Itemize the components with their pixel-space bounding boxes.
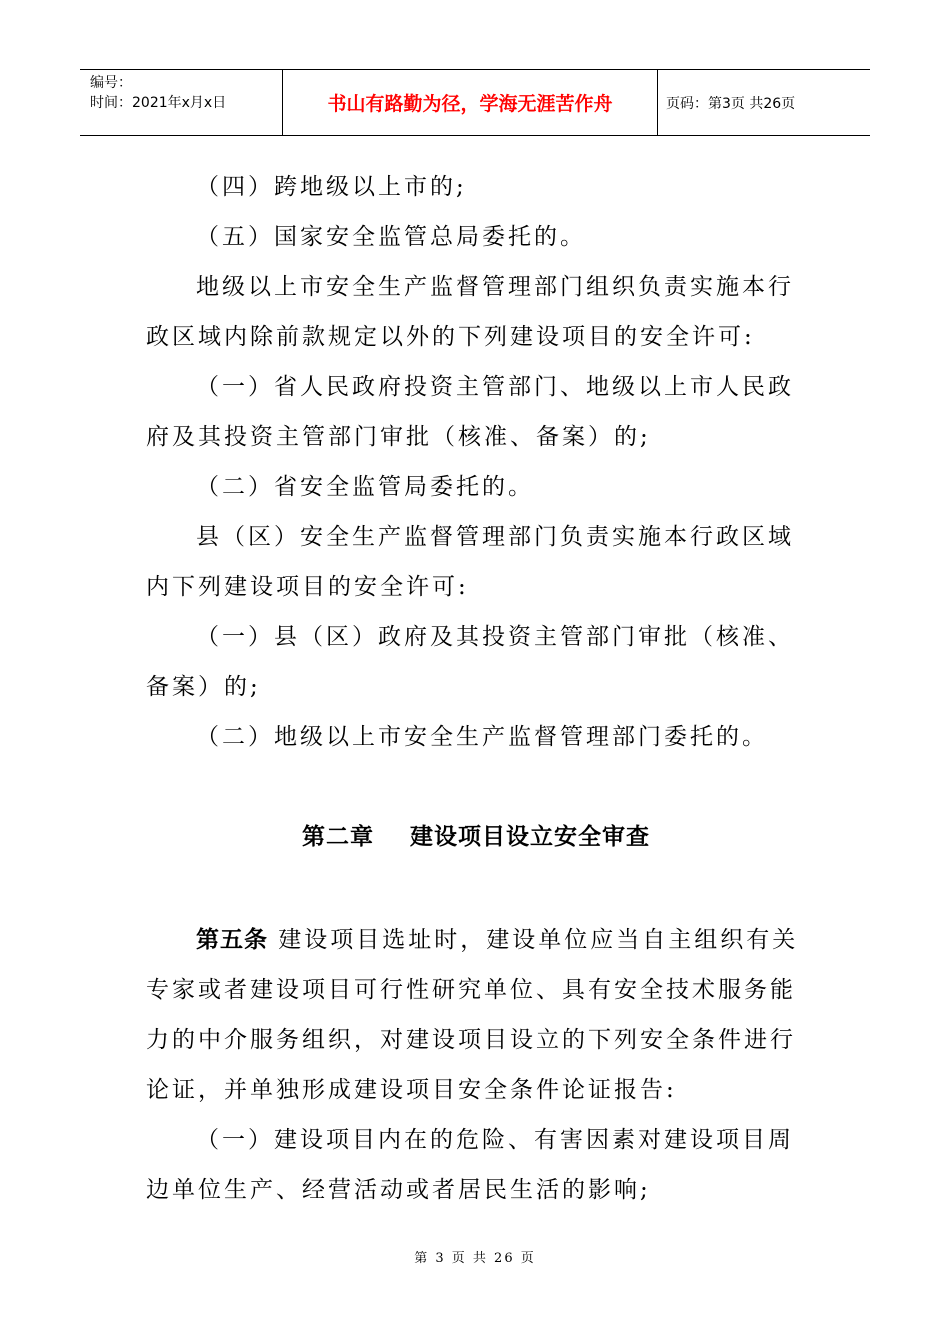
paragraph: （一）县（区）政府及其投资主管部门审批（核准、备案）的; xyxy=(146,624,794,700)
header-page-info: 页码：第3页 共26页 xyxy=(666,95,796,112)
document-body xyxy=(146,162,806,1215)
page-header xyxy=(80,69,870,136)
paragraph: （五）国家安全监管总局委托的。 xyxy=(196,224,586,250)
article-text: 建设项目选址时，建设单位应当自主组织有关专家或者建设项目可行性研究单位、具有安全技术服务能力的中介服务组织，对建设项目设立的下列安全条件进行论证，并单独形成建设项目安全条件论证报告: xyxy=(146,927,799,1103)
document-number-label: 编号： xyxy=(90,75,132,91)
chapter-heading: 第二章 建设项目设立安全审查 xyxy=(301,824,651,850)
page-footer: 第 3 页 共 26 页 xyxy=(414,1251,536,1266)
paragraph: （一）建设项目内在的危险、有害因素对建设项目周边单位生产、经营活动或者居民生活的影响; xyxy=(146,1127,794,1203)
paragraph: （四）跨地级以上市的; xyxy=(196,174,467,200)
header-meta xyxy=(80,70,282,135)
header-motto: 书山有路勤为径，学海无涯苦作舟 xyxy=(282,70,658,135)
paragraph: （二）省安全监管局委托的。 xyxy=(196,474,534,500)
article-paragraph xyxy=(146,915,806,1115)
paragraph: （一）省人民政府投资主管部门、地级以上市人民政府及其投资主管部门审批（核准、备案）的; xyxy=(146,374,794,450)
paragraph: （二）地级以上市安全生产监督管理部门委托的。 xyxy=(196,724,768,750)
article-number: 第五条 xyxy=(196,927,268,953)
paragraph: 地级以上市安全生产监督管理部门组织负责实施本行政区域内除前款规定以外的下列建设项目的安全许可: xyxy=(146,274,794,350)
document-time: 时间：2021年x月x日 xyxy=(90,95,227,111)
paragraph: 县（区）安全生产监督管理部门负责实施本行政区域内下列建设项目的安全许可: xyxy=(146,524,794,600)
